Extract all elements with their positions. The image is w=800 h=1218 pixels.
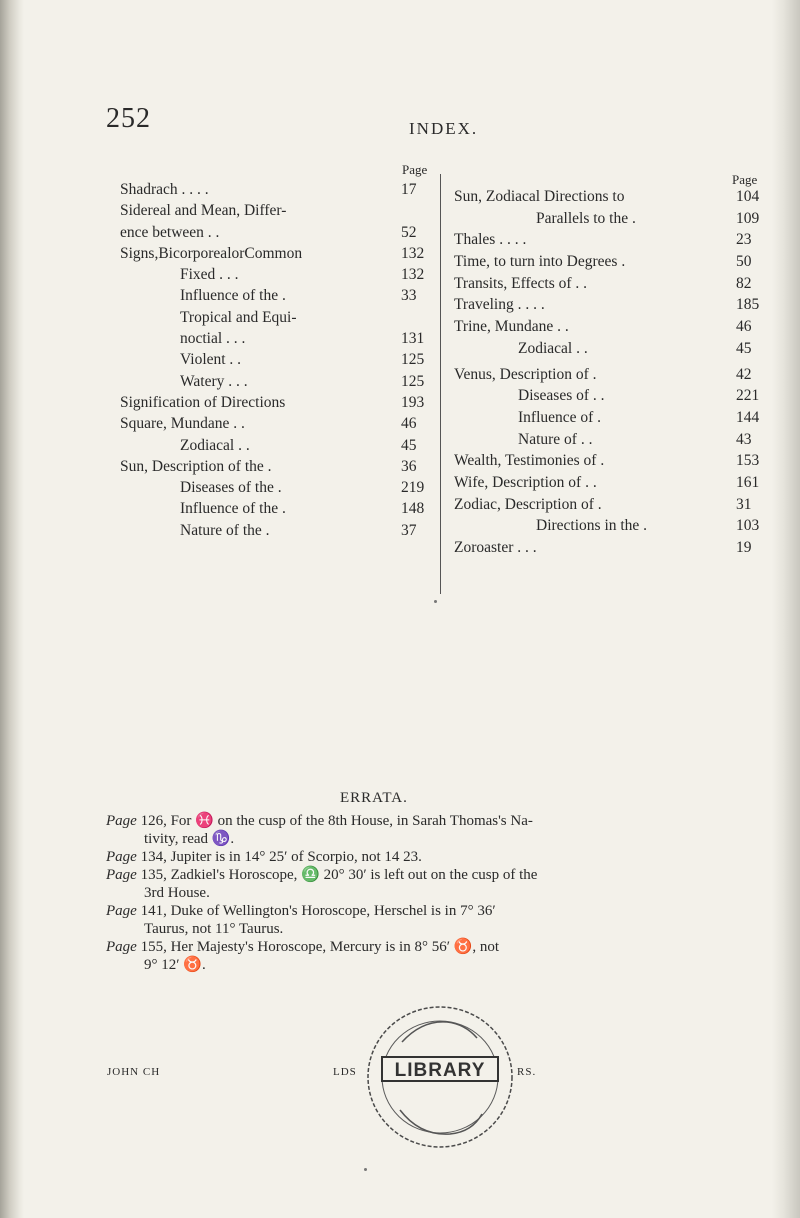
stamp-label: LIBRARY xyxy=(394,1060,486,1081)
page-column-label: Page xyxy=(732,172,758,187)
errata-page-label: Page xyxy=(106,903,137,919)
ink-speck xyxy=(434,600,437,603)
stamp-arc-top xyxy=(402,1022,477,1042)
index-entry-label: Fixed . . . xyxy=(180,266,239,284)
index-entry xyxy=(454,273,770,295)
errata-text: 155, Her Majesty's Horoscope, Mercury is in 8° 56′ ♉, not xyxy=(140,939,500,955)
index-entry-label: Influence of the . xyxy=(180,500,286,518)
index-entry-label: Signs,BicorporealorCommon xyxy=(120,244,303,262)
index-entry xyxy=(454,537,770,559)
printer-imprint xyxy=(107,1066,160,1078)
page-edge-shadow xyxy=(772,0,800,1218)
index-entry-label: ence between . . xyxy=(120,223,220,241)
index-entry-label: Sun, Description of the . xyxy=(120,457,272,475)
index-entry-page: 148 xyxy=(401,500,425,518)
index-entry xyxy=(120,413,438,434)
errata-page-label: Page xyxy=(106,813,137,829)
ink-speck xyxy=(364,1168,367,1171)
index-entry xyxy=(454,429,770,451)
index-entry xyxy=(454,472,770,494)
index-entry-page: 144 xyxy=(736,408,760,426)
imprint-start: JOHN CH xyxy=(107,1066,161,1078)
errata-continuation: 9° 12′ ♉. xyxy=(144,957,206,973)
errata-page-label: Page xyxy=(106,939,137,955)
index-entry xyxy=(120,179,438,200)
index-entry xyxy=(120,349,438,370)
page-number: 252 xyxy=(106,103,151,134)
index-entry-label: Parallels to the . xyxy=(536,209,636,227)
errata-item xyxy=(106,938,776,974)
index-entry xyxy=(120,264,438,285)
errata-heading: ERRATA. xyxy=(340,790,408,806)
index-entry-page: 23 xyxy=(736,231,752,249)
printer-imprint-mid xyxy=(333,1066,357,1078)
index-entry-page: 185 xyxy=(736,296,760,314)
imprint-mid: LDS xyxy=(333,1066,357,1078)
index-entry xyxy=(454,494,770,516)
index-entry-page: 221 xyxy=(736,387,760,405)
index-entry-label: Wealth, Testimonies of . xyxy=(454,452,605,470)
index-entry xyxy=(120,285,438,306)
library-stamp xyxy=(362,1002,518,1152)
page-gutter-shadow xyxy=(0,0,24,1218)
errata-continuation: 3rd House. xyxy=(144,885,210,901)
index-entry xyxy=(120,371,438,392)
index-entry-label: Diseases of . . xyxy=(518,387,605,405)
index-entry-page: 45 xyxy=(401,436,417,454)
index-entry-page: 17 xyxy=(401,181,417,198)
index-entry-page: 153 xyxy=(736,452,760,470)
index-entry-label: Influence of the . xyxy=(180,287,286,305)
index-entry-page: 125 xyxy=(401,372,425,390)
index-entry-label: Trine, Mundane . . xyxy=(454,318,569,336)
index-entry xyxy=(120,435,438,456)
errata-page-label: Page xyxy=(106,867,137,883)
errata-continuation: Taurus, not 11° Taurus. xyxy=(144,921,284,937)
index-entry-label: Violent . . xyxy=(180,351,242,369)
errata-text: 134, Jupiter is in 14° 25′ of Scorpio, not 14 23. xyxy=(140,849,422,865)
index-entry xyxy=(120,520,438,541)
index-entry-label: Time, to turn into Degrees . xyxy=(454,253,626,271)
index-entry-page: 52 xyxy=(401,223,417,241)
index-entry-label: Influence of . xyxy=(518,408,602,426)
index-entry-page: 219 xyxy=(401,479,425,497)
index-entry-page: 50 xyxy=(736,253,752,271)
index-entry-page: 19 xyxy=(736,539,752,556)
index-entry xyxy=(120,477,438,498)
index-entry-page: 37 xyxy=(401,521,417,539)
index-entry-page: 104 xyxy=(736,188,760,205)
index-entry xyxy=(454,316,770,338)
index-entry xyxy=(120,392,438,413)
index-entry xyxy=(454,407,770,429)
index-entry xyxy=(120,456,438,477)
errata-text: 126, For ♓ on the cusp of the 8th House, in Sarah Thomas's Na- xyxy=(140,813,533,829)
running-head: INDEX. xyxy=(409,119,479,138)
index-entry-label: Shadrach . . . . xyxy=(120,181,209,198)
index-entry-page: 43 xyxy=(736,430,752,448)
index-entry xyxy=(454,186,770,208)
index-entry-label: Zodiacal . . xyxy=(518,339,588,357)
index-entry-label: Thales . . . . xyxy=(454,231,527,249)
index-entry xyxy=(120,243,438,264)
index-entry xyxy=(454,208,770,230)
index-entry-label: Diseases of the . xyxy=(180,479,282,497)
index-entry-page: 45 xyxy=(736,339,752,357)
index-entry-label: Signification of Directions xyxy=(120,393,286,411)
index-entry-page: 42 xyxy=(736,365,752,383)
index-entries-left xyxy=(120,179,438,541)
index-entry-page: 193 xyxy=(401,393,425,411)
index-entry xyxy=(120,307,438,328)
index-entry xyxy=(454,229,770,251)
index-entry xyxy=(454,251,770,273)
index-entry-label: Directions in the . xyxy=(536,517,648,535)
index-entry-label: Watery . . . xyxy=(180,372,248,390)
index-entry-label: Square, Mundane . . xyxy=(120,415,245,433)
index-entry-page: 36 xyxy=(401,457,417,475)
index-entries-right xyxy=(454,186,770,559)
errata-continuation: tivity, read ♑. xyxy=(144,831,235,847)
index-entry-page: 131 xyxy=(401,330,425,348)
column-divider xyxy=(440,174,441,594)
index-entry-page: 132 xyxy=(401,244,425,262)
index-entry xyxy=(120,328,438,349)
index-entry-page: 46 xyxy=(736,318,752,336)
index-entry xyxy=(120,498,438,519)
index-entry-page: 109 xyxy=(736,209,760,227)
errata-item xyxy=(106,902,776,938)
index-entry xyxy=(120,222,438,243)
index-entry-label: Sidereal and Mean, Differ- xyxy=(120,202,287,220)
index-entry-label: Sun, Zodiacal Directions to xyxy=(454,188,625,205)
index-entry-label: Traveling . . . . xyxy=(454,296,545,314)
errata-text: 141, Duke of Wellington's Horoscope, Herschel is in 7° 36′ xyxy=(140,903,496,919)
index-entry-label: Nature of the . xyxy=(180,521,270,539)
index-entry xyxy=(454,338,770,360)
page-column-label: Page xyxy=(402,162,428,177)
index-entry-page: 103 xyxy=(736,517,760,535)
index-entry xyxy=(454,364,770,386)
index-entry xyxy=(454,385,770,407)
index-entry xyxy=(454,294,770,316)
index-entry-page: 161 xyxy=(736,473,760,491)
page-header xyxy=(0,103,800,143)
imprint-end: RS. xyxy=(517,1066,537,1078)
index-entry-label: Nature of . . xyxy=(518,430,593,448)
index-entry xyxy=(454,515,770,537)
index-entry-page: 33 xyxy=(401,287,417,305)
index-entry-page: 125 xyxy=(401,351,425,369)
errata-item xyxy=(106,812,776,848)
errata-list xyxy=(106,812,776,974)
index-entry xyxy=(454,450,770,472)
index-entry xyxy=(120,200,438,221)
index-entry-page: 46 xyxy=(401,415,417,433)
index-entry-page: 82 xyxy=(736,274,752,292)
index-entry-label: Zoroaster . . . xyxy=(454,539,537,556)
index-entry-label: Wife, Description of . . xyxy=(454,473,597,491)
printer-imprint-end xyxy=(517,1066,536,1078)
index-entry-label: Tropical and Equi- xyxy=(180,308,297,326)
errata-item xyxy=(106,866,776,902)
index-entry-label: Zodiac, Description of . xyxy=(454,495,602,513)
errata-page-label: Page xyxy=(106,849,137,865)
index-entry-label: noctial . . . xyxy=(180,330,246,348)
index-entry-page: 31 xyxy=(736,495,752,513)
index-entry-label: Venus, Description of . xyxy=(454,365,597,383)
index-entry-label: Zodiacal . . xyxy=(180,436,250,454)
stamp-arc-bottom xyxy=(400,1110,482,1134)
index-entry-page: 132 xyxy=(401,266,425,284)
errata-text: 135, Zadkiel's Horoscope, ♎ 20° 30′ is left out on the cusp of the xyxy=(140,867,538,883)
errata-item xyxy=(106,848,776,866)
index-entry-label: Transits, Effects of . . xyxy=(454,274,588,292)
